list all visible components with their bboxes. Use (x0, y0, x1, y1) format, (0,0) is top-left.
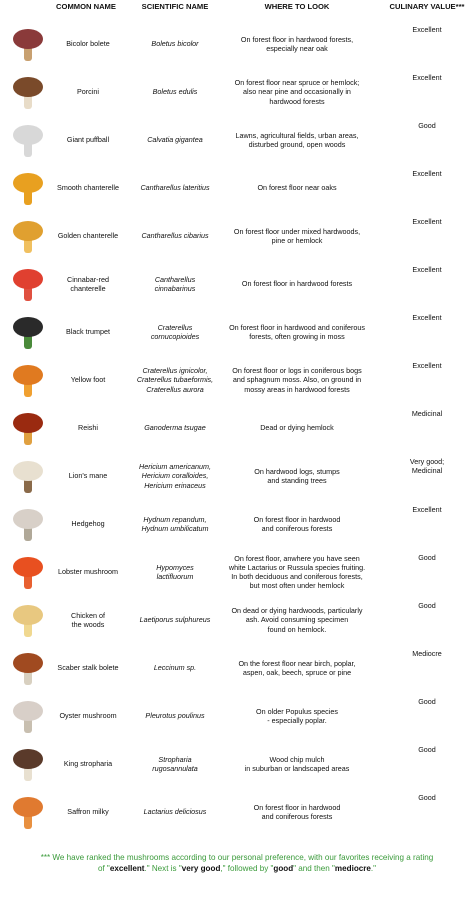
footer-note (10, 852, 464, 874)
scientific-name-cell: Craterellus cornucopioides (150, 322, 200, 341)
table-row (0, 452, 474, 500)
where-to-look-cell: On forest floor in hardwood and coniferous forests, often growing in moss (229, 322, 365, 341)
header-culinary-value: CULINARY VALUE*** (389, 2, 465, 11)
footer-mediocre: mediocre (334, 864, 371, 873)
reishi-icon (8, 408, 48, 448)
common-name-cell: Cinnabar-red chanterelle (67, 274, 109, 293)
where-to-look-cell: On forest floor or logs in coniferous bogs and sphagnum moss. Also, on ground in mossy areas in hardwood forests (232, 366, 362, 394)
where-to-look-cell: Dead or dying hemlock (260, 423, 334, 433)
table-row (0, 260, 474, 308)
table-row (0, 20, 474, 68)
table-header (0, 2, 474, 16)
where-to-look-cell: On forest floor near oaks (257, 183, 337, 193)
cinnabar-chanterelle-icon (8, 264, 48, 304)
culinary-value-cell: Good (418, 745, 436, 754)
table-row (0, 596, 474, 644)
where-to-look-cell: On dead or dying hardwoods, particularly ash. Avoid consuming specimen found on hemlock. (231, 606, 363, 634)
king-stropharia-icon (8, 744, 48, 784)
footer-stars: *** (40, 853, 51, 862)
common-name-cell: Smooth chanterelle (57, 183, 119, 193)
culinary-value-cell: Excellent (412, 505, 442, 514)
common-name-cell: Porcini (77, 87, 99, 97)
common-name-cell: Lion's mane (68, 471, 108, 481)
table-row (0, 356, 474, 404)
scientific-name-cell: Calvatia gigantea (147, 135, 203, 145)
scientific-name-cell: Ganoderma tsugae (144, 423, 206, 433)
culinary-value-cell: Very good; Medicinal (409, 457, 445, 476)
culinary-value-cell: Medicinal (411, 409, 443, 418)
where-to-look-cell: On forest floor in hardwood and coniferous forests (253, 514, 341, 533)
table-row (0, 404, 474, 452)
table-row (0, 788, 474, 836)
scaber-stalk-icon (8, 648, 48, 688)
culinary-value-cell: Good (418, 553, 436, 562)
scientific-name-cell: Pleurotus poulinus (145, 711, 205, 721)
table-row (0, 692, 474, 740)
culinary-value-cell: Good (418, 793, 436, 802)
culinary-value-cell: Excellent (412, 265, 442, 274)
common-name-cell: Black trumpet (66, 327, 110, 337)
where-to-look-cell: Wood chip mulch in suburban or landscaped areas (244, 754, 350, 773)
footer-good: good (273, 864, 294, 873)
where-to-look-cell: On forest floor, anwhere you have seen white Lactarius or Russula species fruiting. In both deciduous and coniferous forests, but most often under hemlock (228, 553, 366, 591)
culinary-value-cell: Excellent (412, 25, 442, 34)
culinary-value-cell: Excellent (412, 313, 442, 322)
where-to-look-cell: On forest floor in hardwood forests (241, 279, 353, 289)
scientific-name-cell: Boletus bicolor (151, 39, 199, 49)
where-to-look-cell: On hardwood logs, stumps and standing trees (254, 466, 340, 485)
scientific-name-cell: Stropharia rugosannulata (152, 754, 198, 773)
scientific-name-cell: Hericium americanum, Hericium coralloides, Hericium erinaceus (139, 462, 211, 490)
where-to-look-cell: On forest floor under mixed hardwoods, pine or hemlock (233, 226, 361, 245)
footer-excellent: excellent (109, 864, 145, 873)
scientific-name-cell: Cantharellus cibarius (141, 231, 209, 241)
table-row (0, 164, 474, 212)
culinary-value-cell: Mediocre (412, 649, 442, 658)
common-name-cell: King stropharia (63, 759, 113, 769)
culinary-value-cell: Good (418, 601, 436, 610)
footer-followed: ," followed by " (220, 864, 274, 873)
common-name-cell: Golden chanterelle (57, 231, 119, 241)
porcini-icon (8, 72, 48, 112)
table-row (0, 548, 474, 596)
footer-end: ." (370, 864, 377, 873)
common-name-cell: Bicolor bolete (66, 39, 110, 49)
scientific-name-cell: Cantharellus cinnabarinus (154, 274, 196, 293)
lions-mane-icon (8, 456, 48, 496)
common-name-cell: Lobster mushroom (58, 567, 118, 577)
where-to-look-cell: On forest floor near spruce or hemlock; also near pine and occasionally in hardwood forests (234, 78, 360, 106)
scientific-name-cell: Hydnum repandum, Hydnum umbilicatum (141, 514, 209, 533)
common-name-cell: Saffron milky (67, 807, 109, 817)
scientific-name-cell: Lactarius deliciosus (143, 807, 207, 817)
header-common-name: COMMON NAME (56, 2, 116, 11)
footer-then: " and then " (293, 864, 335, 873)
scientific-name-cell: Hypomyces lactifluorum (156, 562, 194, 581)
where-to-look-cell: On forest floor in hardwood forests, especially near oak (240, 34, 354, 53)
table-row (0, 116, 474, 164)
table-row (0, 500, 474, 548)
saffron-milky-icon (8, 792, 48, 832)
where-to-look-cell: On forest floor in hardwood and coniferous forests (253, 802, 341, 821)
common-name-cell: Oyster mushroom (59, 711, 117, 721)
culinary-value-cell: Excellent (412, 217, 442, 226)
where-to-look-cell: On the forest floor near birch, poplar, aspen, oak, beech, spruce or pine (238, 658, 356, 677)
scientific-name-cell: Craterellus ignicolor, Craterellus tubaeformis, Craterellus aurora (136, 366, 214, 394)
common-name-cell: Yellow foot (70, 375, 106, 385)
header-scientific-name: SCIENTIFIC NAME (141, 2, 209, 11)
chanterelle-icon (8, 168, 48, 208)
where-to-look-cell: Lawns, agricultural fields, urban areas, disturbed ground, open woods (235, 130, 359, 149)
culinary-value-cell: Excellent (412, 169, 442, 178)
footer-of: of " (97, 864, 110, 873)
common-name-cell: Giant puffball (66, 135, 110, 145)
common-name-cell: Scaber stalk bolete (57, 663, 119, 673)
hedgehog-icon (8, 504, 48, 544)
footer-next: ." Next is " (144, 864, 182, 873)
scientific-name-cell: Leccinum sp. (153, 663, 197, 673)
table-row (0, 644, 474, 692)
culinary-value-cell: Excellent (412, 361, 442, 370)
table-row (0, 308, 474, 356)
oyster-mushroom-icon (8, 696, 48, 736)
lobster-mushroom-icon (8, 552, 48, 592)
common-name-cell: Chicken of the woods (71, 610, 105, 629)
culinary-value-cell: Good (418, 121, 436, 130)
table-row (0, 212, 474, 260)
table-row (0, 68, 474, 116)
scientific-name-cell: Cantharellus lateritius (140, 183, 210, 193)
common-name-cell: Reishi (78, 423, 98, 433)
black-trumpet-icon (8, 312, 48, 352)
footer-very-good: very good (181, 864, 221, 873)
yellow-foot-icon (8, 360, 48, 400)
common-name-cell: Hedgehog (71, 519, 105, 529)
where-to-look-cell: On older Populus species - especially poplar. (256, 706, 338, 725)
puffball-icon (8, 120, 48, 160)
bolete-red-icon (8, 24, 48, 64)
header-where-to-look: WHERE TO LOOK (264, 2, 330, 11)
scientific-name-cell: Laetiporus sulphureus (139, 615, 211, 625)
scientific-name-cell: Boletus edulis (152, 87, 198, 97)
culinary-value-cell: Good (418, 697, 436, 706)
table-row (0, 740, 474, 788)
footer-line1: We have ranked the mushrooms according to our personal preference, with our favorites receiving a rating (50, 853, 434, 862)
chicken-of-the-woods-icon (8, 600, 48, 640)
golden-chanterelle-icon (8, 216, 48, 256)
culinary-value-cell: Excellent (412, 73, 442, 82)
